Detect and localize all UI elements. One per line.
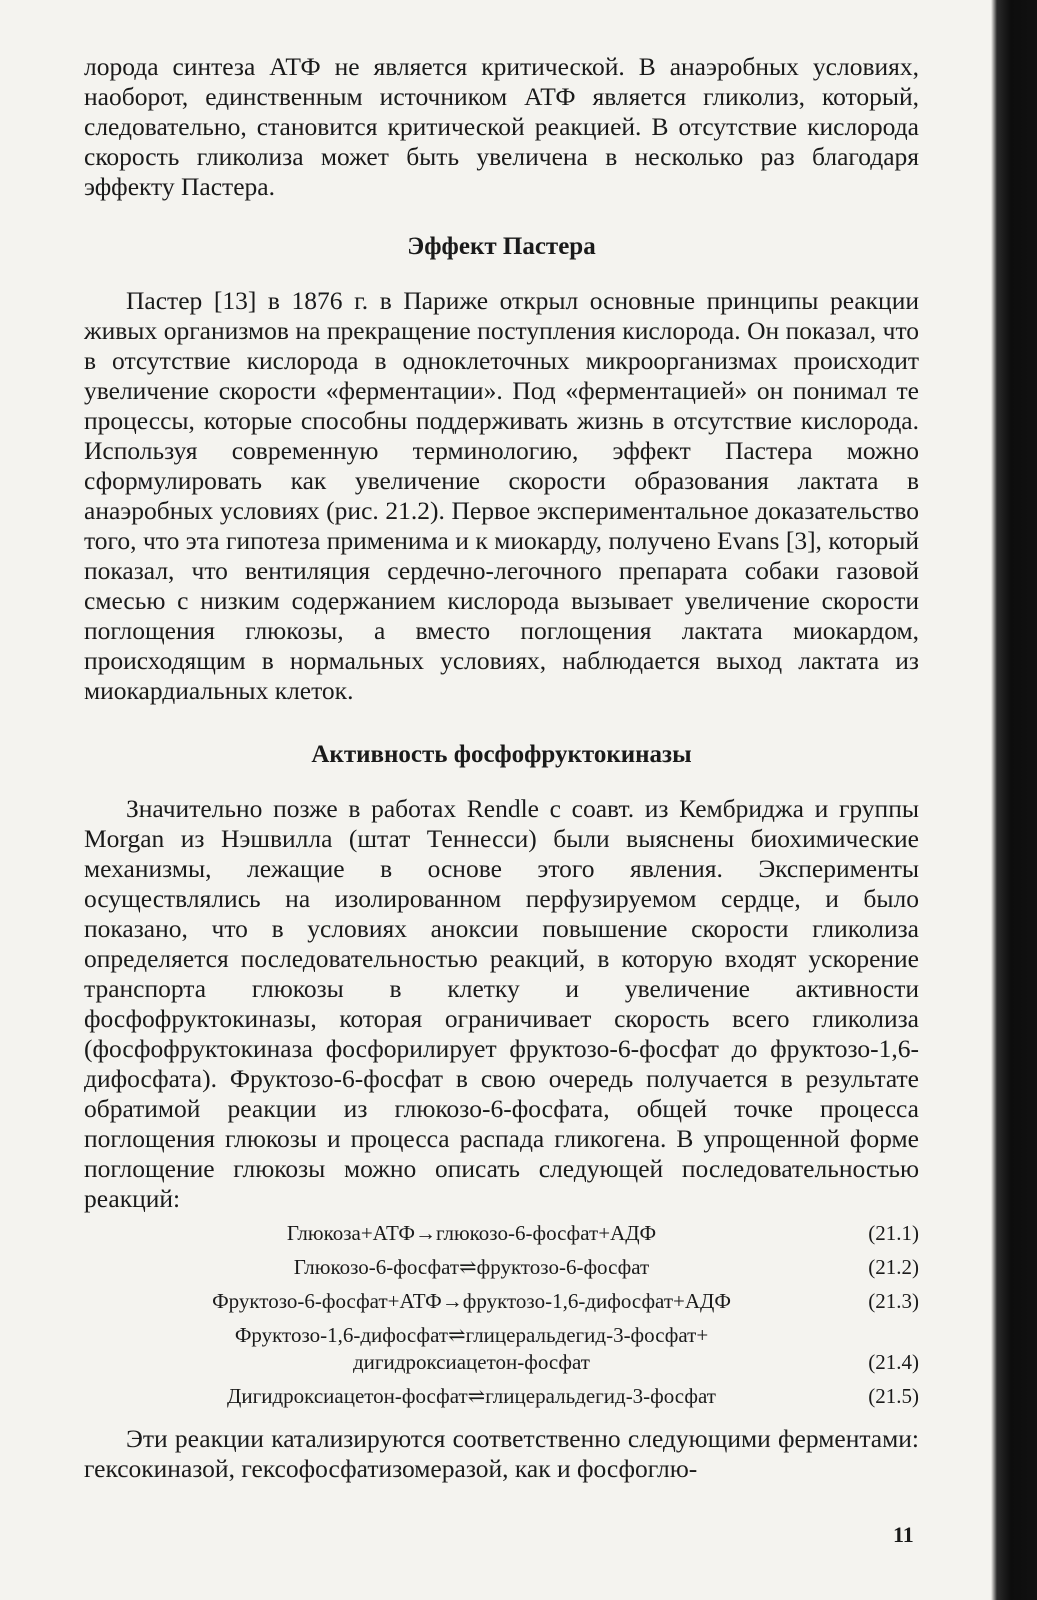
equation-text: Фруктозо-6-фосфат+АТФ→фруктозо-1,6-дифосфат+АДФ: [212, 1289, 731, 1313]
equation-text-continued: дигидроксиацетон-фосфат: [353, 1350, 590, 1374]
section-heading-pasteur-effect: Эффект Пастера: [407, 233, 596, 260]
equation-text: Глюкоза+АТФ→глюкозо-6-фосфат+АДФ: [286, 1221, 657, 1245]
paragraph-mechanisms: Значительно позже в работах Rendle с соавт. из Кембриджа и группы Morgan из Нэшвилла (штат Теннесси) были выяснены биохимические механизмы, лежащие в основе этого явления. Эксперименты осуществлялись на изолированном перфузируемом сердце, и было показано, что в условиях аноксии повышение скорости гликолиза определяется последовательностью реакций, в которую входят ускорение транспорта глюкозы в клетку и увеличение активности фосфофруктокиназы, которая ограничивает скорость всего гликолиза (фосфофруктокиназа фосфорилирует фруктозо-6-фосфат до фруктозо-1,6-дифосфата). Фруктозо-6-фосфат в свою очередь получается в результате обратимой реакции из глюкозо-6-фосфата, общей точке процесса поглощения глюкозы и процесса распада гликогена. В упрощенной форме поглощение глюкозы можно описать следующей последовательностью реакций:: [84, 794, 919, 1213]
equation-number: (21.5): [868, 1384, 919, 1408]
equation-21-3: [84, 1288, 919, 1315]
section-heading-pfk-activity: Активность фосфофруктокиназы: [311, 741, 692, 768]
paragraph-intro: лорода синтеза АТФ не является критической. В анаэробных условиях, наоборот, единственным источником АТФ является гликолиз, который, следовательно, становится критической реакцией. В отсутствие кислорода скорость гликолиза может быть увеличена в несколько раз благодаря эффекту Пастера.: [84, 52, 919, 201]
paragraph-pasteur: Пастер [13] в 1876 г. в Париже открыл основные принципы реакции живых организмов на прекращение поступления кислорода. Он показал, что в отсутствие кислорода в одноклеточных микроорганизмах происходит увеличение скорости «ферментации». Под «ферментацией» он понимал те процессы, которые способны поддерживать жизнь в отсутствие кислорода. Используя современную терминологию, эффект Пастера можно сформулировать как увеличение скорости образования лактата в анаэробных условиях (рис. 21.2). Первое экспериментальное доказательство того, что эта гипотеза применима и к миокарду, получено Evans [3], который показал, что вентиляция сердечно-легочного препарата собаки газовой смесью с низким содержанием кислорода вызывает увеличение скорости поглощения глюкозы, а вместо поглощения лактата миокардом, происходящим в нормальных условиях, наблюдается выход лактата из миокардиальных клеток.: [84, 286, 919, 705]
equation-text: Фруктозо-1,6-дифосфат⇌глицеральдегид-3-фосфат+: [234, 1323, 709, 1347]
equation-number: (21.4): [868, 1350, 919, 1374]
reaction-equations: [84, 1220, 919, 1410]
equation-number: (21.3): [868, 1289, 919, 1313]
book-page: [84, 52, 919, 1484]
paragraph-enzymes: Эти реакции катализируются соответственно следующими ферментами: гексокиназой, гексофосфатизомеразой, как и фосфоглю-: [84, 1424, 919, 1483]
equation-text: Дигидроксиацетон-фосфат⇌глицеральдегид-3-фосфат: [227, 1384, 716, 1408]
equation-21-1: [84, 1220, 919, 1247]
equation-number: (21.2): [868, 1255, 919, 1279]
equation-21-5: [84, 1383, 919, 1410]
scan-page-edge: [991, 0, 1037, 1600]
page-number: 11: [893, 1522, 914, 1547]
equation-number: (21.1): [868, 1221, 919, 1245]
equation-text: Глюкозо-6-фосфат⇌фруктозо-6-фосфат: [293, 1255, 650, 1279]
equation-21-2: [84, 1254, 919, 1281]
equation-21-4: [84, 1322, 919, 1376]
